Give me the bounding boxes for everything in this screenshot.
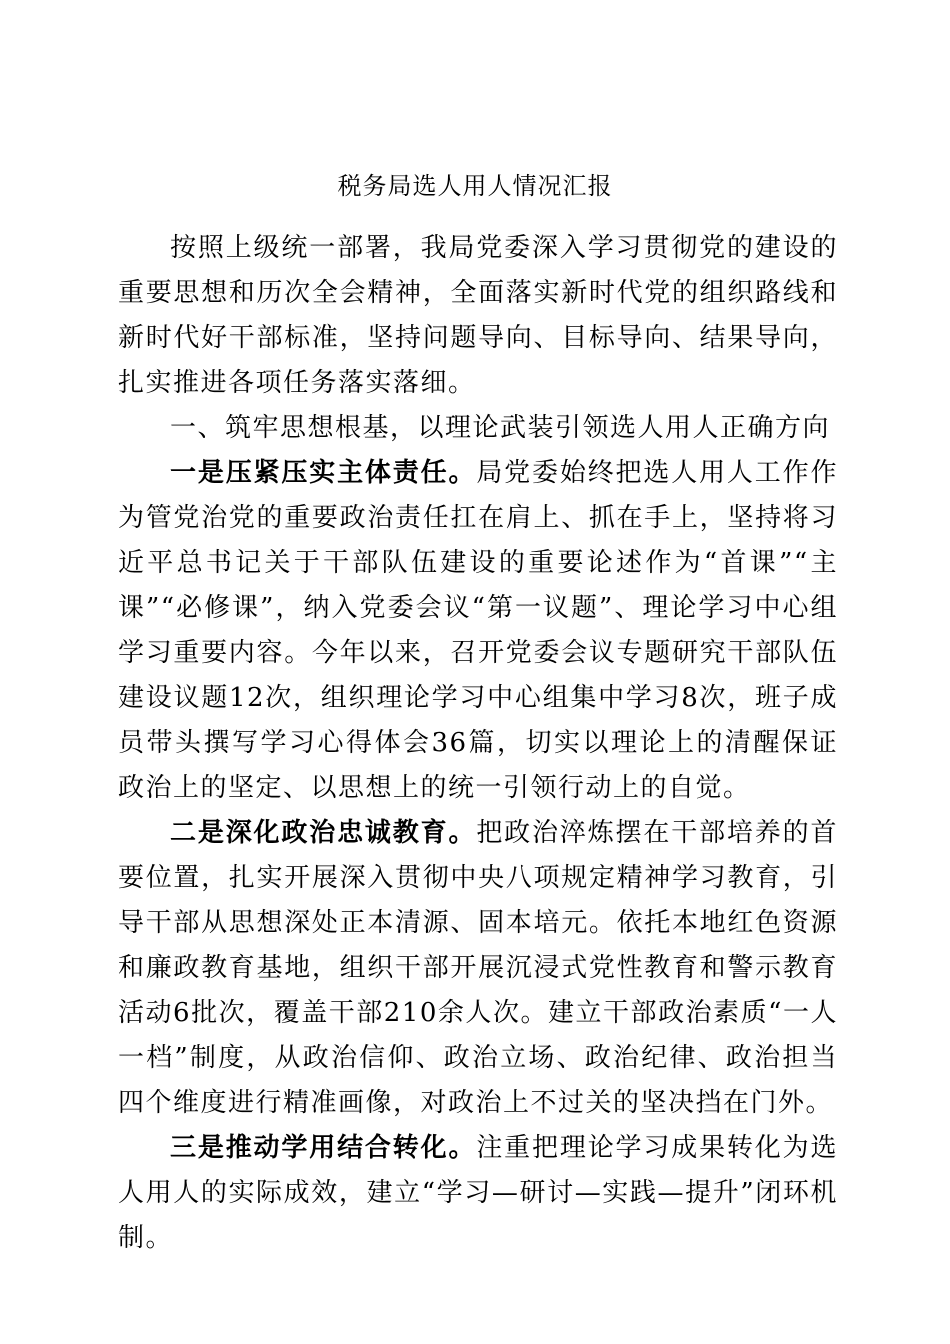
paragraph-lead: 一是压紧压实主体责任。 <box>170 458 477 488</box>
point-one-paragraph <box>118 451 838 811</box>
paragraph-text: 把政治淬炼摆在干部培养的首要位置，扎实开展深入贯彻中央八项规定精神学习教育，引导干部从思想深处正本清源、固本培元。依托本地红色资源和廉政教育基地，组织干部开展沉浸式党性教育和警示教育活动6批次，覆盖干部210余人次。建立干部政治素质“一人一档”制度，从政治信仰、政治立场、政治纪律、政治担当四个维度进行精准画像，对政治上不过关的坚决挡在门外。 <box>118 818 838 1118</box>
document-body <box>118 226 838 1261</box>
paragraph-text: 注重把理论学习成果转化为选人用人的实际成效，建立“学习—研讨—实践—提升”闭环机制。 <box>118 1133 838 1253</box>
paragraph-lead: 二是深化政治忠诚教育。 <box>170 818 477 848</box>
section-heading <box>118 406 838 451</box>
paragraph-text: 局党委始终把选人用人工作作为管党治党的重要政治责任扛在肩上、抓在手上，坚持将习近平总书记关于干部队伍建设的重要论述作为“首课”“主课”“必修课”，纳入党委会议“第一议题”、理论学习中心组学习重要内容。今年以来，召开党委会议专题研究干部队伍建设议题12次，组织理论学习中心组集中学习8次，班子成员带头撰写学习心得体会36篇，切实以理论上的清醒保证政治上的坚定、以思想上的统一引领行动上的自觉。 <box>118 458 838 803</box>
point-three-paragraph <box>118 1126 838 1261</box>
paragraph-text: 按照上级统一部署，我局党委深入学习贯彻党的建设的重要思想和历次全会精神，全面落实新时代党的组织路线和新时代好干部标准，坚持问题导向、目标导向、结果导向，扎实推进各项任务落实落细。 <box>118 233 838 398</box>
paragraph-text: 一、筑牢思想根基，以理论武装引领选人用人正确方向 <box>170 413 831 443</box>
document-title: 税务局选人用人情况汇报 <box>337 172 613 200</box>
paragraph-lead: 三是推动学用结合转化。 <box>170 1133 477 1163</box>
point-two-paragraph <box>118 811 838 1126</box>
intro-paragraph <box>118 226 838 406</box>
